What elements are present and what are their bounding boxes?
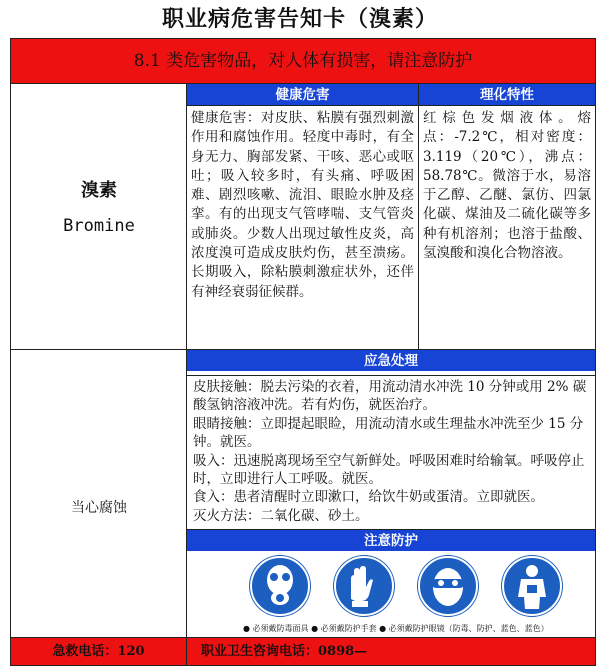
goggles-icon — [417, 555, 479, 617]
caution-label: 当心腐蚀 — [71, 500, 127, 516]
protective-suit-icon — [501, 555, 563, 617]
physchem-text: 红棕色发烟液体。熔点：-7.2℃，相对密度：3.119（20℃），沸点：58.78℃。微溶于水，易溶于乙醇、乙醚、氯仿、四氯化碳、煤油及二硫化碳等多种有机溶剂；也溶于盐酸、氢溴酸和溴化合物溶液。 — [419, 105, 595, 349]
physchem-header: 理化特性 — [419, 83, 595, 105]
protection-header: 注意防护 — [187, 529, 595, 551]
skin-contact-line: 皮肤接触：脱去污染的衣着，用流动清水冲洗 10 分钟或用 2% 碳酸氢钠溶液冲洗。若有灼伤，就医治疗。 — [193, 379, 587, 414]
ingestion-line: 食入：患者清醒时立即漱口，给饮牛奶或蛋清。立即就医。 — [193, 489, 544, 506]
footer-bar — [11, 637, 595, 665]
page-title: 职业病危害告知卡（溴素） — [161, 6, 438, 32]
inhalation-line: 吸入：迅速脱离现场至空气新鲜处。呼吸困难时给输氧。呼吸停止时，立即进行人工呼吸。就医。 — [193, 452, 585, 488]
gas-mask-icon — [249, 555, 311, 617]
emergency-header: 应急处理 — [187, 349, 595, 371]
fire-fighting-line: 灭火方法：二氧化碳、砂土。 — [193, 507, 369, 524]
substance-name-cn: 溴素 — [81, 180, 117, 201]
emergency-phone: 急救电话：120 — [11, 638, 187, 665]
hazard-card — [10, 38, 596, 666]
protective-gloves-icon — [333, 555, 395, 617]
substance-name-en: Bromine — [63, 216, 135, 236]
substance-name-cell — [11, 83, 187, 349]
health-hazard-text: 健康危害：对皮肤、粘膜有强烈刺激作用和腐蚀作用。轻度中毒时，有全身无力、胸部发紧、干咳、恶心或呕吐；吸入较多时，有头痛、呼吸困难、剧烈咳嗽、流泪、眼睑水肿及痉挛。有的出现支气管哮喘、支气管炎或肺炎。少数人出现过敏性皮炎，高浓度溴可造成皮肤灼伤，甚至溃疡。长期吸入，除粘膜刺激症状外，还伴有神经衰弱征候群。 — [187, 105, 419, 349]
consult-phone: 职业卫生咨询电话：0898— — [201, 644, 368, 659]
health-hazard-header: 健康危害 — [187, 83, 419, 105]
hazard-class-banner: 8.1 类危害物品，对人体有损害，请注意防护 — [11, 39, 595, 83]
emergency-text — [187, 375, 595, 527]
eye-contact-line: 眼睛接触：立即提起眼睑，用流动清水或生理盐水冲洗至少 15 分钟。就医。 — [193, 415, 584, 451]
ppe-caption: ● 必须戴防毒面具 ● 必须戴防护手套 ● 必须戴防护眼镜（防毒、防护、蓝色、蓝色） — [243, 624, 549, 633]
warning-cell — [11, 349, 187, 637]
ppe-signs — [187, 553, 595, 637]
